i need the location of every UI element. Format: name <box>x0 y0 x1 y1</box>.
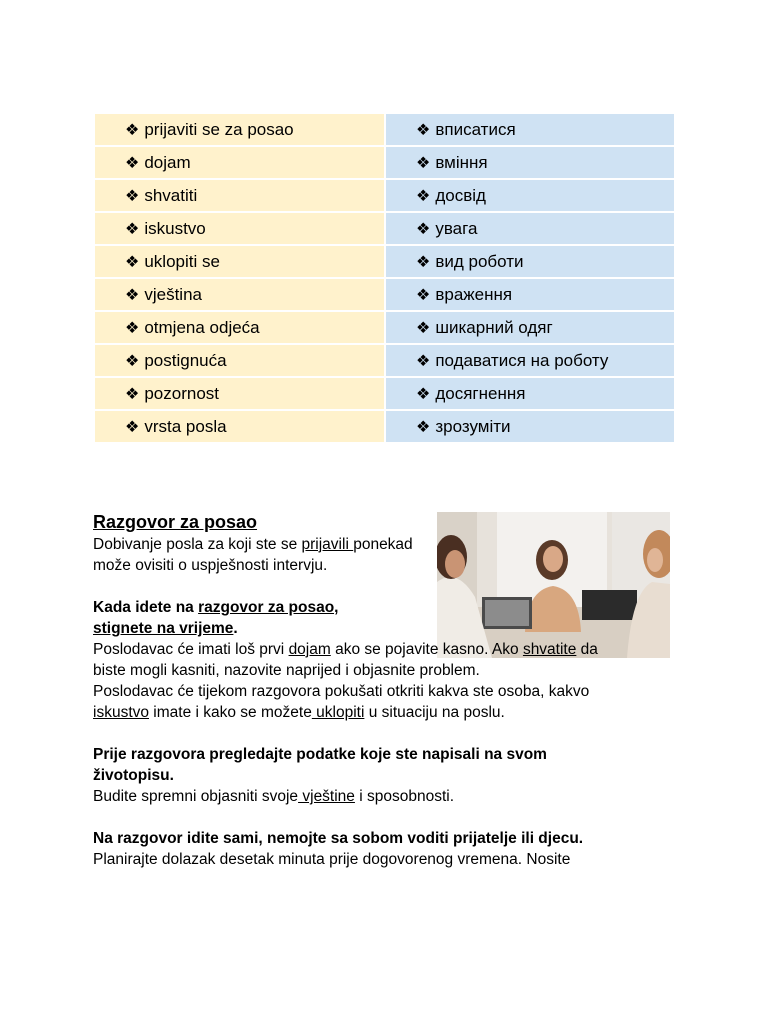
underlined-word: dojam <box>288 641 331 658</box>
ukrainian-term <box>385 212 675 245</box>
term-text: шикарний одяг <box>435 317 553 337</box>
term-text: dojam <box>144 152 191 172</box>
diamond-bullet-icon: ❖ <box>416 253 431 271</box>
underlined-word: shvatite <box>522 641 577 658</box>
diamond-bullet-icon: ❖ <box>125 286 140 304</box>
diamond-bullet-icon: ❖ <box>416 352 431 370</box>
term-text: pozornost <box>144 383 220 403</box>
term-text: увага <box>435 218 478 238</box>
diamond-bullet-icon: ❖ <box>416 319 431 337</box>
text: ako se pojavite kasno. Ako <box>330 641 523 658</box>
croatian-term <box>94 344 385 377</box>
text: Poslodavac će tijekom razgovora pokušati otkriti kakva ste osoba, kakvo <box>93 683 590 700</box>
vocab-row <box>94 410 675 443</box>
term-text: shvatiti <box>144 185 198 205</box>
text: Kada idete na <box>93 599 199 616</box>
vocab-row <box>94 179 675 212</box>
diamond-bullet-icon: ❖ <box>416 121 431 139</box>
ukrainian-term <box>385 344 675 377</box>
diamond-bullet-icon: ❖ <box>125 319 140 337</box>
term-text: uklopiti se <box>144 251 220 271</box>
vocab-row <box>94 377 675 410</box>
diamond-bullet-icon: ❖ <box>416 154 431 172</box>
diamond-bullet-icon: ❖ <box>125 121 140 139</box>
term-text: вписатися <box>435 119 516 139</box>
diamond-bullet-icon: ❖ <box>125 418 140 436</box>
term-text: зрозуміти <box>435 416 511 436</box>
vocab-row <box>94 344 675 377</box>
paragraph-arrival: Planirajte dolazak desetak minuta prije dogovorenog vremena. Nosite <box>93 851 571 868</box>
croatian-term <box>94 212 385 245</box>
text: Dobivanje posla za koji ste se <box>93 536 302 553</box>
vocab-row <box>94 212 675 245</box>
vocab-row <box>94 278 675 311</box>
diamond-bullet-icon: ❖ <box>416 187 431 205</box>
term-text: vještina <box>144 284 202 304</box>
term-text: prijaviti se za posao <box>144 119 294 139</box>
text: i sposobnosti. <box>354 788 455 805</box>
diamond-bullet-icon: ❖ <box>416 286 431 304</box>
term-text: досвід <box>435 185 486 205</box>
term-text: vrsta posla <box>144 416 227 436</box>
underlined-phrase: stignete na vrijeme <box>93 620 234 637</box>
ukrainian-term <box>385 377 675 410</box>
croatian-term <box>94 179 385 212</box>
croatian-term <box>94 146 385 179</box>
vocab-row <box>94 113 675 146</box>
diamond-bullet-icon: ❖ <box>125 352 140 370</box>
term-text: подаватися на роботу <box>435 350 609 370</box>
text: ponekad može ovisiti o uspješnosti intervju. <box>93 536 413 574</box>
article-title: Razgovor za posao <box>93 512 258 532</box>
term-text: вид роботи <box>435 251 524 271</box>
term-text: iskustvo <box>144 218 206 238</box>
ukrainian-term <box>385 311 675 344</box>
ukrainian-term <box>385 245 675 278</box>
croatian-term <box>94 410 385 443</box>
diamond-bullet-icon: ❖ <box>416 220 431 238</box>
bold-instruction-2: Prije razgovora pregledajte podatke koje ste napisali na svom životopisu. <box>93 746 547 784</box>
paragraph-intro <box>93 534 413 576</box>
text: u situaciju na poslu. <box>364 704 505 721</box>
diamond-bullet-icon: ❖ <box>125 220 140 238</box>
text: . <box>233 620 238 637</box>
ukrainian-term <box>385 179 675 212</box>
croatian-term <box>94 377 385 410</box>
diamond-bullet-icon: ❖ <box>125 385 140 403</box>
term-text: otmjena odjeća <box>144 317 260 337</box>
ukrainian-term <box>385 278 675 311</box>
diamond-bullet-icon: ❖ <box>125 154 140 172</box>
paragraph-first-impression <box>93 639 613 681</box>
underlined-word: uklopiti <box>311 704 365 721</box>
croatian-term <box>94 113 385 146</box>
text: da biste mogli kasniti, nazovite naprijed i objasnite problem. <box>93 641 598 679</box>
ukrainian-term <box>385 410 675 443</box>
paragraph-skills <box>93 786 653 807</box>
paragraph-employer <box>93 681 593 723</box>
ukrainian-term <box>385 113 675 146</box>
vocabulary-table <box>93 112 676 444</box>
term-text: досягнення <box>435 383 526 403</box>
underlined-word: vještine <box>298 788 355 805</box>
diamond-bullet-icon: ❖ <box>416 385 431 403</box>
croatian-term <box>94 245 385 278</box>
underlined-phrase: razgovor za posao, <box>198 599 339 616</box>
term-text: postignuća <box>144 350 227 370</box>
underlined-word: prijavili <box>301 536 354 553</box>
ukrainian-term <box>385 146 675 179</box>
diamond-bullet-icon: ❖ <box>125 187 140 205</box>
text: Poslodavac će imati loš prvi <box>93 641 289 658</box>
text: imate i kako se možete <box>149 704 312 721</box>
bold-instruction-3: Na razgovor idite sami, nemojte sa sobom voditi prijatelje ili djecu. <box>93 830 584 847</box>
croatian-term <box>94 278 385 311</box>
croatian-term <box>94 311 385 344</box>
underlined-word: iskustvo <box>93 704 149 721</box>
term-text: враження <box>435 284 513 304</box>
term-text: вміння <box>435 152 488 172</box>
vocab-row <box>94 245 675 278</box>
diamond-bullet-icon: ❖ <box>416 418 431 436</box>
text: Budite spremni objasniti svoje <box>93 788 299 805</box>
bold-instruction-1 <box>93 597 413 639</box>
diamond-bullet-icon: ❖ <box>125 253 140 271</box>
article <box>93 510 653 870</box>
vocab-row <box>94 146 675 179</box>
vocab-row <box>94 311 675 344</box>
